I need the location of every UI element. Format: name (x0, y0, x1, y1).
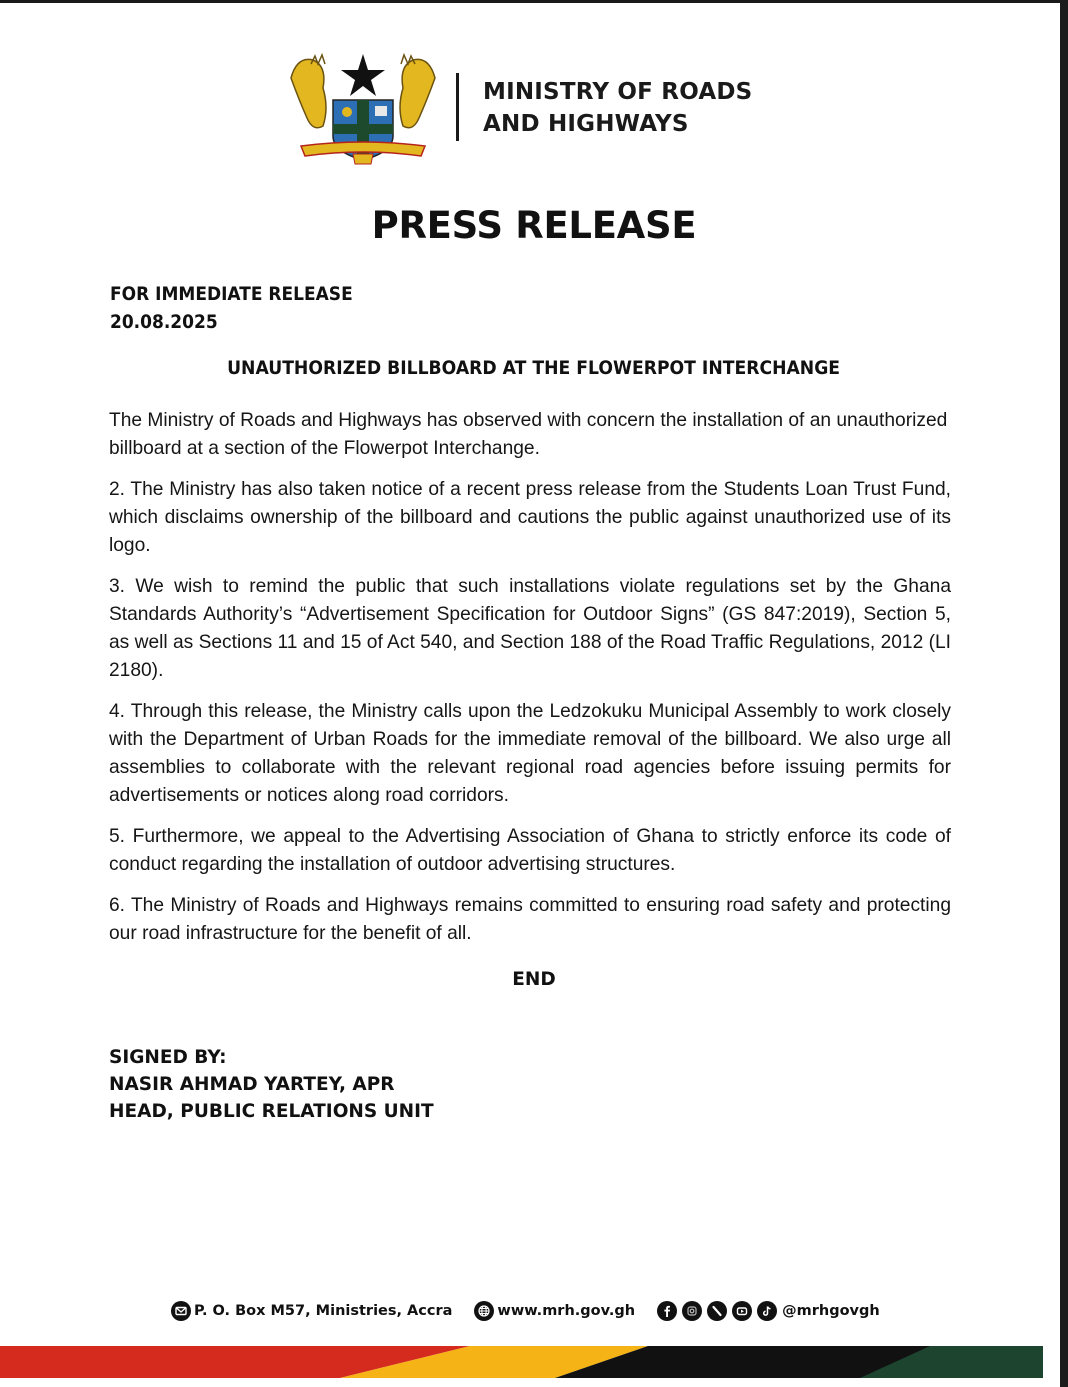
national-colors-stripe (0, 1344, 1043, 1380)
subject-text: UNAUTHORIZED BILLBOARD AT THE FLOWERPOT INTERCHANGE (227, 358, 841, 379)
scan-top-edge (0, 0, 1068, 3)
instagram-icon[interactable] (682, 1301, 702, 1321)
ministry-name (483, 76, 803, 140)
footer-address (171, 1301, 452, 1321)
ministry-name-line2: AND HIGHWAYS (483, 111, 689, 137)
contact-footer (171, 1298, 880, 1324)
release-date: 20.08.2025 (110, 312, 218, 333)
globe-icon (474, 1301, 494, 1321)
letterhead (283, 48, 753, 168)
signature-block (109, 1044, 434, 1125)
facebook-icon[interactable] (657, 1301, 677, 1321)
social-handle[interactable]: @mrhgovgh (782, 1303, 880, 1319)
paragraph-5: 5. Furthermore, we appeal to the Advertising Association of Ghana to strictly enforce its code of conduct regarding the installation of outdoor advertising structures. (109, 826, 951, 875)
signatory-position: HEAD, PUBLIC RELATIONS UNIT (109, 1101, 434, 1122)
page-title: PRESS RELEASE (371, 204, 697, 247)
ministry-name-line1: MINISTRY OF ROADS (483, 79, 753, 105)
x-icon[interactable] (707, 1301, 727, 1321)
release-body (109, 407, 951, 961)
paragraph-3: 3. We wish to remind the public that such installations violate regulations set by the Ghana Standards Authority’s “Advertisement Specification for Outdoor Signs” (GS 847:2019), Section 5, as well as Sections 11 and 15 of Act 540, and Section 188 of the Road Traffic Regulations, 2012 (LI 2180). (109, 576, 951, 681)
coat-of-arms-icon (283, 48, 443, 168)
website-link[interactable]: www.mrh.gov.gh (497, 1303, 636, 1319)
paragraph-4: 4. Through this release, the Ministry calls upon the Ledzokuku Municipal Assembly to work closely with the Department of Urban Roads for the immediate removal of the billboard. We also urge all assemblies to collaborate with the relevant regional road agencies before issuing permits for advertisements or notices along road corridors. (109, 701, 951, 806)
header-divider (456, 73, 459, 141)
tiktok-icon[interactable] (757, 1301, 777, 1321)
social-links (657, 1301, 880, 1321)
subject-heading (0, 358, 1068, 379)
release-meta (110, 281, 353, 337)
footer-website[interactable] (474, 1301, 635, 1321)
signed-by-label: SIGNED BY: (109, 1047, 227, 1068)
paragraph-1: The Ministry of Roads and Highways has observed with concern the installation of an unauthorized billboard at a section of the Flowerpot Interchange. (109, 410, 948, 459)
address-text: P. O. Box M57, Ministries, Accra (194, 1303, 453, 1319)
paragraph-2: 2. The Ministry has also taken notice of a recent press release from the Students Loan Trust Fund, which disclaims ownership of the billboard and cautions the public against unauthorized use of its logo. (109, 479, 951, 556)
youtube-icon[interactable] (732, 1301, 752, 1321)
mail-icon (171, 1301, 191, 1321)
end-marker: END (512, 969, 556, 990)
paragraph-6: 6. The Ministry of Roads and Highways remains committed to ensuring road safety and protecting our road infrastructure for the benefit of all. (109, 895, 951, 944)
release-type: FOR IMMEDIATE RELEASE (110, 284, 353, 305)
signatory-name: NASIR AHMAD YARTEY, APR (109, 1074, 395, 1095)
